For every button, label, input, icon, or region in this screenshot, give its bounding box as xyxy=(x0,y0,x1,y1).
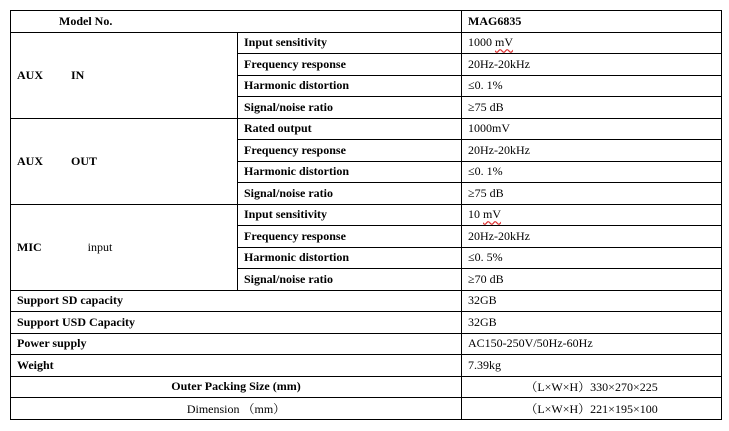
table-row xyxy=(11,204,722,226)
spec-value: AC150-250V/50Hz-60Hz xyxy=(462,333,722,355)
table-row-packing xyxy=(11,376,722,398)
dimension-value: （L×W×H）221×195×100 xyxy=(462,398,722,420)
spec-label: Support USD Capacity xyxy=(11,312,462,334)
param-label: Signal/noise ratio xyxy=(238,269,462,291)
param-label: Harmonic distortion xyxy=(238,161,462,183)
param-value: ≤0. 1% xyxy=(462,75,722,97)
table-row xyxy=(11,312,722,334)
param-value xyxy=(462,204,722,226)
param-value: 20Hz-20kHz xyxy=(462,54,722,76)
param-label: Input sensitivity xyxy=(238,204,462,226)
param-value: ≥75 dB xyxy=(462,97,722,119)
spec-label: Power supply xyxy=(11,333,462,355)
table-row-dimension xyxy=(11,398,722,420)
param-value: ≤0. 5% xyxy=(462,247,722,269)
param-label: Frequency response xyxy=(238,226,462,248)
table-row-model xyxy=(11,11,722,33)
spec-value: 32GB xyxy=(462,290,722,312)
param-value: ≥70 dB xyxy=(462,269,722,291)
param-value-unit: mV xyxy=(495,35,514,50)
group-aux-in-label-a: AUX xyxy=(17,67,43,82)
param-label: Frequency response xyxy=(238,140,462,162)
spec-value: 7.39kg xyxy=(462,355,722,377)
group-aux-in xyxy=(11,32,238,118)
param-label: Signal/noise ratio xyxy=(238,183,462,205)
spec-table xyxy=(10,10,722,420)
param-label: Signal/noise ratio xyxy=(238,97,462,119)
table-row xyxy=(11,355,722,377)
param-value-number: 1000 xyxy=(468,35,496,50)
spec-label: Support SD capacity xyxy=(11,290,462,312)
table-row xyxy=(11,290,722,312)
param-value: 20Hz-20kHz xyxy=(462,226,722,248)
group-aux-in-label-b: IN xyxy=(71,67,85,82)
param-value-unit: mV xyxy=(483,207,502,222)
model-value: MAG6835 xyxy=(462,11,722,33)
group-mic-label-a: MIC xyxy=(17,239,42,254)
param-label: Input sensitivity xyxy=(238,32,462,54)
table-row xyxy=(11,333,722,355)
param-label: Frequency response xyxy=(238,54,462,76)
param-value: ≥75 dB xyxy=(462,183,722,205)
packing-value: （L×W×H）330×270×225 xyxy=(462,376,722,398)
param-value xyxy=(462,32,722,54)
param-value: ≤0. 1% xyxy=(462,161,722,183)
table-row xyxy=(11,32,722,54)
group-mic-input xyxy=(11,204,238,290)
table-row xyxy=(11,118,722,140)
packing-label: Outer Packing Size (mm) xyxy=(11,376,462,398)
param-label: Harmonic distortion xyxy=(238,247,462,269)
group-aux-out xyxy=(11,118,238,204)
param-value: 1000mV xyxy=(462,118,722,140)
param-label: Harmonic distortion xyxy=(238,75,462,97)
group-mic-label-b: input xyxy=(87,239,113,254)
param-label: Rated output xyxy=(238,118,462,140)
spec-label: Weight xyxy=(11,355,462,377)
group-aux-out-label-b: OUT xyxy=(71,153,98,168)
model-label: Model No. xyxy=(11,11,462,33)
spec-value: 32GB xyxy=(462,312,722,334)
param-value-number: 10 xyxy=(468,207,484,222)
group-aux-out-label-a: AUX xyxy=(17,153,43,168)
param-value: 20Hz-20kHz xyxy=(462,140,722,162)
dimension-label: Dimension （mm） xyxy=(11,398,462,420)
